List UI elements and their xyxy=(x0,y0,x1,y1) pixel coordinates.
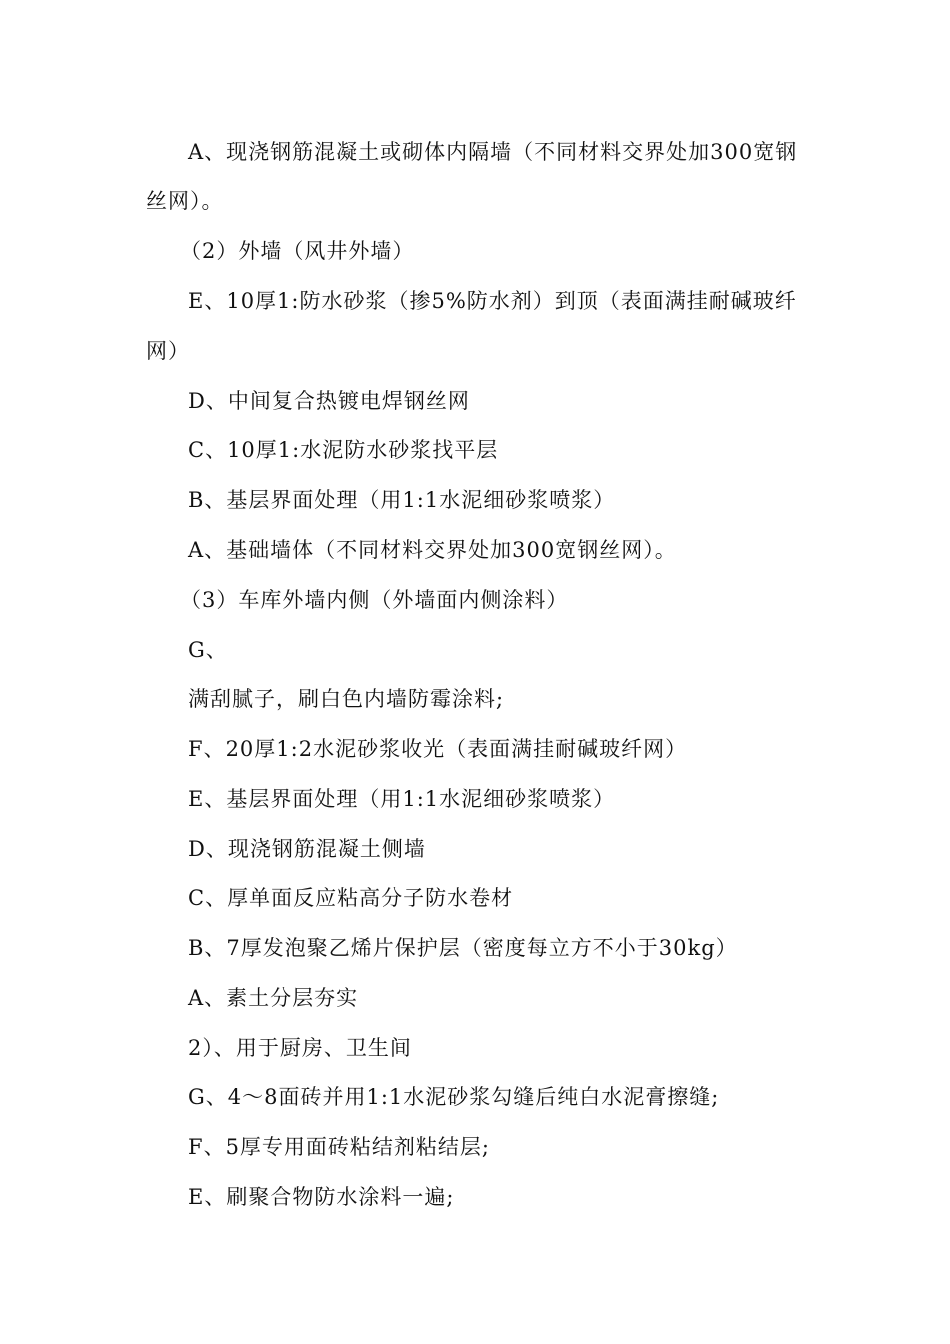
paragraph-line: A、素土分层夯实 xyxy=(188,986,359,1010)
paragraph-line: C、厚单面反应粘高分子防水卷材 xyxy=(188,886,514,910)
paragraph-line: 满刮腻子，刷白色内墙防霉涂料; xyxy=(188,687,505,711)
section-heading: （2）外墙（风井外墙） xyxy=(180,239,415,263)
paragraph-line: D、现浇钢筋混凝土侧墙 xyxy=(188,837,426,861)
paragraph-line: G、4～8面砖并用1:1水泥砂浆勾缝后纯白水泥膏擦缝; xyxy=(188,1085,720,1109)
paragraph-line: F、5厚专用面砖粘结剂粘结层; xyxy=(188,1135,491,1159)
paragraph-line: 丝网）。 xyxy=(146,189,224,213)
paragraph-line: F、20厚1:2水泥砂浆收光（表面满挂耐碱玻纤网） xyxy=(188,737,688,761)
paragraph-line: D、中间复合热镀电焊钢丝网 xyxy=(188,389,470,413)
section-heading: 2）、用于厨房、卫生间 xyxy=(188,1036,412,1060)
paragraph-line: 网） xyxy=(146,339,190,363)
paragraph-line: A、现浇钢筋混凝土或砌体内隔墙（不同材料交界处加300宽钢 xyxy=(188,140,798,164)
paragraph-line: B、基层界面处理（用1:1水泥细砂浆喷浆） xyxy=(188,488,616,512)
paragraph-line: C、10厚1:水泥防水砂浆找平层 xyxy=(188,438,499,462)
paragraph-line: G、 xyxy=(188,638,228,662)
paragraph-line: E、刷聚合物防水涂料一遍; xyxy=(188,1185,455,1209)
paragraph-line: A、基础墙体（不同材料交界处加300宽钢丝网）。 xyxy=(188,538,677,562)
paragraph-line: E、10厚1:防水砂浆（掺5%防水剂）到顶（表面满挂耐碱玻纤 xyxy=(188,289,797,313)
section-heading: （3）车库外墙内侧（外墙面内侧涂料） xyxy=(180,588,569,612)
paragraph-line: E、基层界面处理（用1:1水泥细砂浆喷浆） xyxy=(188,787,616,811)
paragraph-line: B、7厚发泡聚乙烯片保护层（密度每立方不小于30kg） xyxy=(188,936,738,960)
